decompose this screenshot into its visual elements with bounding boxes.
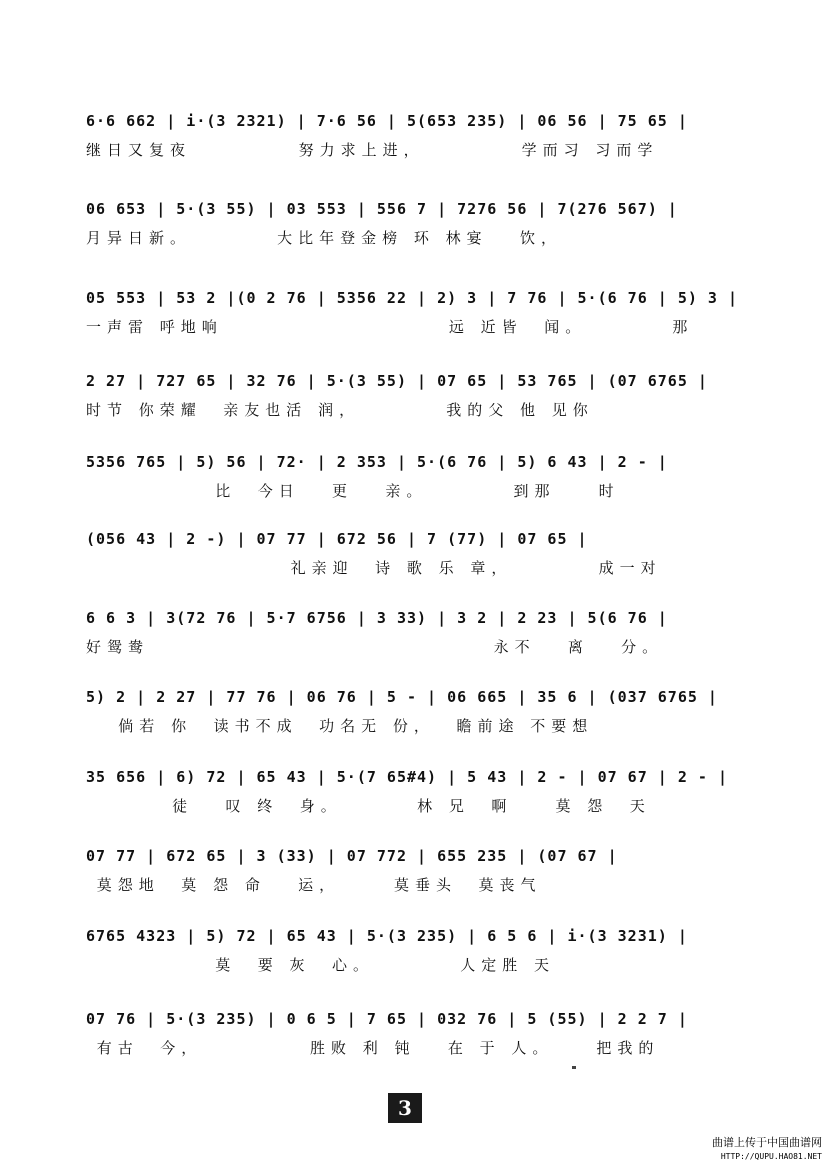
score-system-5 <box>86 449 756 519</box>
notation-line: 6 6 3 | 3(72 76 | 5·7 6756 | 3 33) | 3 2 | 2 23 | 5(6 76 | <box>86 609 668 627</box>
watermark-text: 曲谱上传于中国曲谱网 <box>712 1136 822 1149</box>
score-system-12 <box>86 1006 756 1076</box>
score-system-8 <box>86 684 756 754</box>
page-number: 3 <box>388 1093 422 1123</box>
notation-line: 5) 2 | 2 27 | 77 76 | 06 76 | 5 - | 06 665 | 35 6 | (037 6765 | <box>86 688 718 706</box>
score-system-10 <box>86 843 756 913</box>
score-system-4 <box>86 368 756 438</box>
watermark-url: HTTP://QUPU.HAO81.NET <box>720 1152 822 1161</box>
lyric-line: 有古 今， 胜败 利 钝 在 于 人。 把我的 <box>86 1039 660 1057</box>
lyric-line: 礼亲迎 诗 歌 乐 章， 成一对 <box>86 559 662 577</box>
lyric-line: 时节 你荣耀 亲友也活 润， 我的父 他 见你 <box>86 401 594 419</box>
notation-line: 05 553 | 53 2 |(0 2 76 | 5356 22 | 2) 3 | 7 76 | 5·(6 76 | 5) 3 | <box>86 289 738 307</box>
lyric-line: 一声雷 呼地响 远 近皆 闻。 那 <box>86 318 694 336</box>
notation-line: (056 43 | 2 -) | 07 77 | 672 56 | 7 (77) | 07 65 | <box>86 530 588 548</box>
score-system-3 <box>86 285 756 355</box>
score-system-1 <box>86 108 756 178</box>
stray-mark <box>572 1066 576 1069</box>
notation-line: 2 27 | 727 65 | 32 76 | 5·(3 55) | 07 65 | 53 765 | (07 6765 | <box>86 372 708 390</box>
lyric-line: 莫 要 灰 心。 人定胜 天 <box>86 956 555 974</box>
notation-line: 6765 4323 | 5) 72 | 65 43 | 5·(3 235) | 6 5 6 | i·(3 3231) | <box>86 927 688 945</box>
score-system-2 <box>86 196 756 266</box>
lyric-line: 倘若 你 读书不成 功名无 份， 瞻前途 不要想 <box>86 717 594 735</box>
score-system-7 <box>86 605 756 675</box>
notation-line: 06 653 | 5·(3 55) | 03 553 | 556 7 | 7276 56 | 7(276 567) | <box>86 200 678 218</box>
notation-line: 6·6 662 | i·(3 2321) | 7·6 56 | 5(653 235) | 06 56 | 75 65 | <box>86 112 688 130</box>
lyric-line: 月异日新。 大比年登金榜 环 林宴 饮， <box>86 229 562 247</box>
lyric-line: 好鸳鸯 永不 离 分。 <box>86 638 664 656</box>
lyric-line: 比 今日 更 亲。 到那 时 <box>86 482 620 500</box>
score-system-11 <box>86 923 756 993</box>
lyric-line: 徒 叹 终 身。 林 兄 啊 莫 怨 天 <box>86 797 651 815</box>
lyric-line: 莫怨地 莫 怨 命 运， 莫垂头 莫丧气 <box>86 876 542 894</box>
score-system-9 <box>86 764 756 834</box>
score-system-6 <box>86 526 756 596</box>
site-watermark <box>602 1136 822 1164</box>
notation-line: 07 77 | 672 65 | 3 (33) | 07 772 | 655 235 | (07 67 | <box>86 847 618 865</box>
notation-line: 5356 765 | 5) 56 | 72· | 2 353 | 5·(6 76 | 5) 6 43 | 2 - | <box>86 453 668 471</box>
lyric-line: 继日又复夜 努力求上进， 学而习 习而学 <box>86 141 659 159</box>
notation-line: 35 656 | 6) 72 | 65 43 | 5·(7 65#4) | 5 43 | 2 - | 07 67 | 2 - | <box>86 768 728 786</box>
notation-line: 07 76 | 5·(3 235) | 0 6 5 | 7 65 | 032 76 | 5 (55) | 2 2 7 | <box>86 1010 688 1028</box>
